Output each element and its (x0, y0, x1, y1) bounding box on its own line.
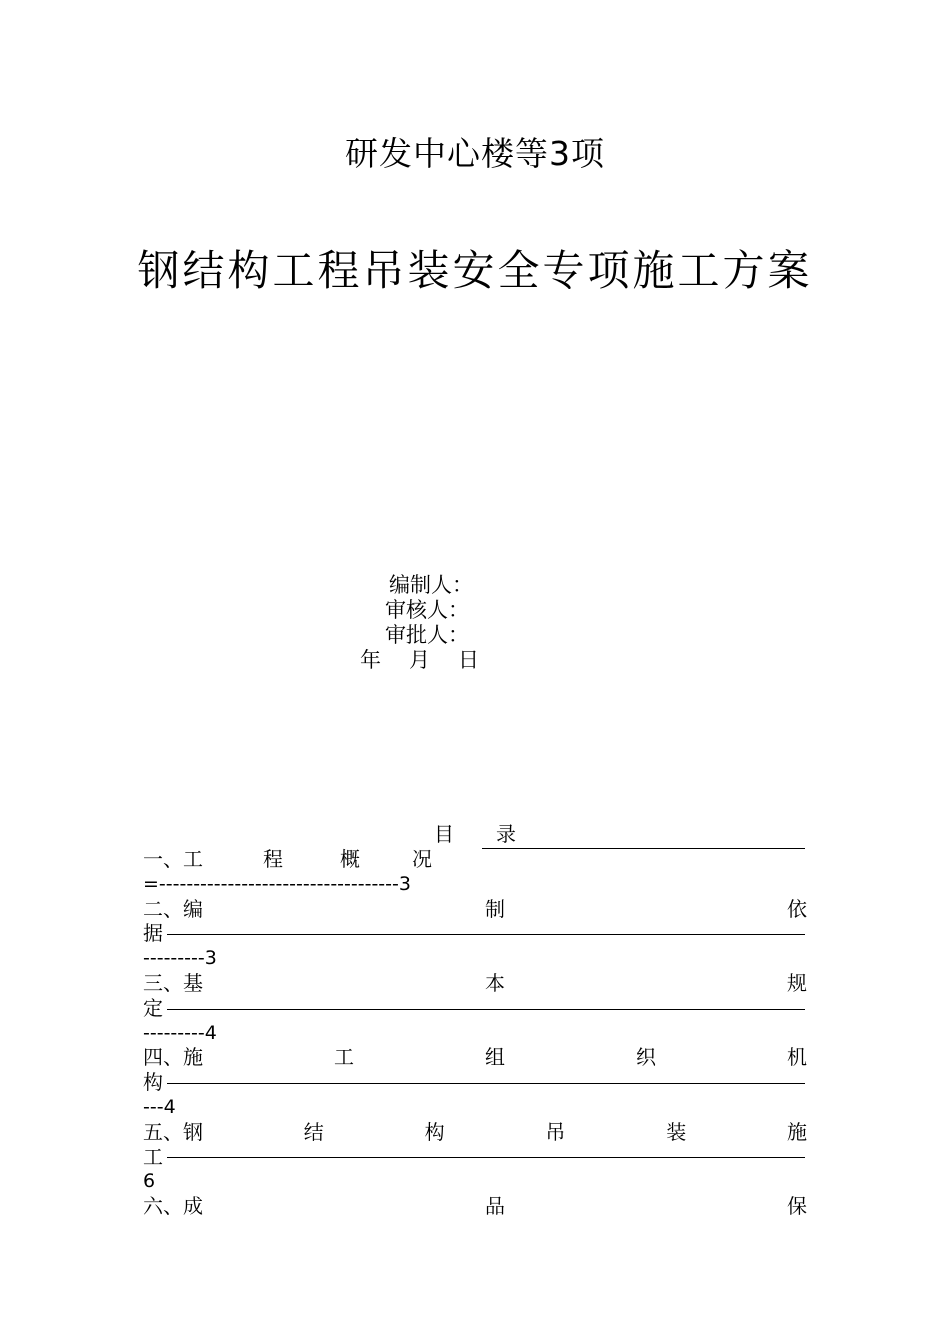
date-line (360, 647, 479, 673)
toc-entry-word: 规 (787, 970, 807, 995)
toc-entry-word: 五、钢 (143, 1119, 203, 1144)
toc-entry-word: 保 (787, 1194, 807, 1219)
toc-entry-word: 依 (787, 896, 807, 921)
toc-entry-word: 定 (143, 995, 163, 1020)
toc-leader (482, 848, 805, 849)
toc-entry-line (143, 1194, 807, 1219)
toc-entry-line (143, 897, 807, 922)
toc-entry-word: 工 (143, 1144, 163, 1169)
toc-entry-continuation: ---4 (143, 1095, 176, 1118)
toc-entry-continuation: ---------4 (143, 1021, 217, 1044)
toc-entry-word: 二、编 (143, 896, 203, 921)
toc-entry-line (143, 847, 807, 872)
toc-leader (167, 1157, 805, 1158)
approver-label: 审批人： (385, 623, 469, 647)
reviewer-label: 审核人： (385, 598, 469, 622)
toc-entry[interactable] (143, 1120, 807, 1194)
project-subtitle: 研发中心楼等3项 (345, 134, 605, 173)
toc-heading (143, 821, 807, 847)
toc-entry-line (143, 971, 807, 996)
toc-entry-word: 本 (485, 970, 505, 995)
toc-entry-word: 四、施 (143, 1045, 203, 1070)
toc-entry-line (143, 1145, 807, 1170)
toc-entry-word: 结 (303, 1119, 324, 1144)
toc-entry-continuation: 6 (143, 1170, 156, 1193)
date-month: 月 (409, 648, 430, 672)
toc-entry-word: 据 (143, 921, 163, 946)
toc-entry[interactable] (143, 847, 807, 897)
toc-heading-char-2: 录 (496, 822, 516, 846)
toc-entry[interactable] (143, 1045, 807, 1119)
toc-entry-word: 品 (485, 1194, 505, 1219)
toc-entry-word: 构 (424, 1119, 445, 1144)
toc-entry-line (143, 996, 807, 1021)
toc-entry[interactable] (143, 1194, 807, 1219)
table-of-contents (143, 821, 807, 1219)
toc-entry-word: 装 (666, 1119, 687, 1144)
toc-leader (167, 1009, 805, 1010)
toc-entry[interactable] (143, 971, 807, 1045)
toc-entry-line (143, 921, 807, 946)
toc-entry-word: 六、成 (143, 1194, 203, 1219)
toc-entry-word: 组 (485, 1045, 505, 1070)
toc-entry-word: 三、基 (143, 970, 203, 995)
document-title: 钢结构工程吊装安全专项施工方案 (137, 246, 813, 295)
toc-leader (167, 1083, 805, 1084)
toc-entry-continuation: =-----------------------------------3 (143, 872, 411, 895)
toc-entry-word: 况 (412, 847, 432, 871)
toc-entry-continuation: ---------3 (143, 947, 217, 970)
toc-entry-word: 工 (334, 1045, 354, 1070)
toc-entry-word: 织 (636, 1045, 656, 1070)
toc-entry-line (143, 1070, 807, 1095)
toc-entry-word: 构 (143, 1070, 163, 1095)
toc-entry-word: 程 (263, 847, 283, 871)
toc-leader (167, 934, 805, 935)
toc-entry-word: 机 (787, 1045, 807, 1070)
toc-entry-word: 制 (485, 896, 505, 921)
toc-entry-word: 一、工 (143, 847, 203, 871)
toc-entry-word: 施 (786, 1119, 807, 1144)
toc-entry-line (143, 1045, 807, 1070)
toc-entry-word: 概 (340, 847, 360, 871)
toc-entry[interactable] (143, 897, 807, 971)
toc-entry-word: 吊 (545, 1119, 566, 1144)
toc-entry-line (143, 1120, 807, 1145)
date-day: 日 (458, 648, 479, 672)
date-year: 年 (360, 648, 381, 672)
toc-heading-char-1: 目 (434, 822, 454, 846)
compiler-label: 编制人： (389, 573, 473, 597)
